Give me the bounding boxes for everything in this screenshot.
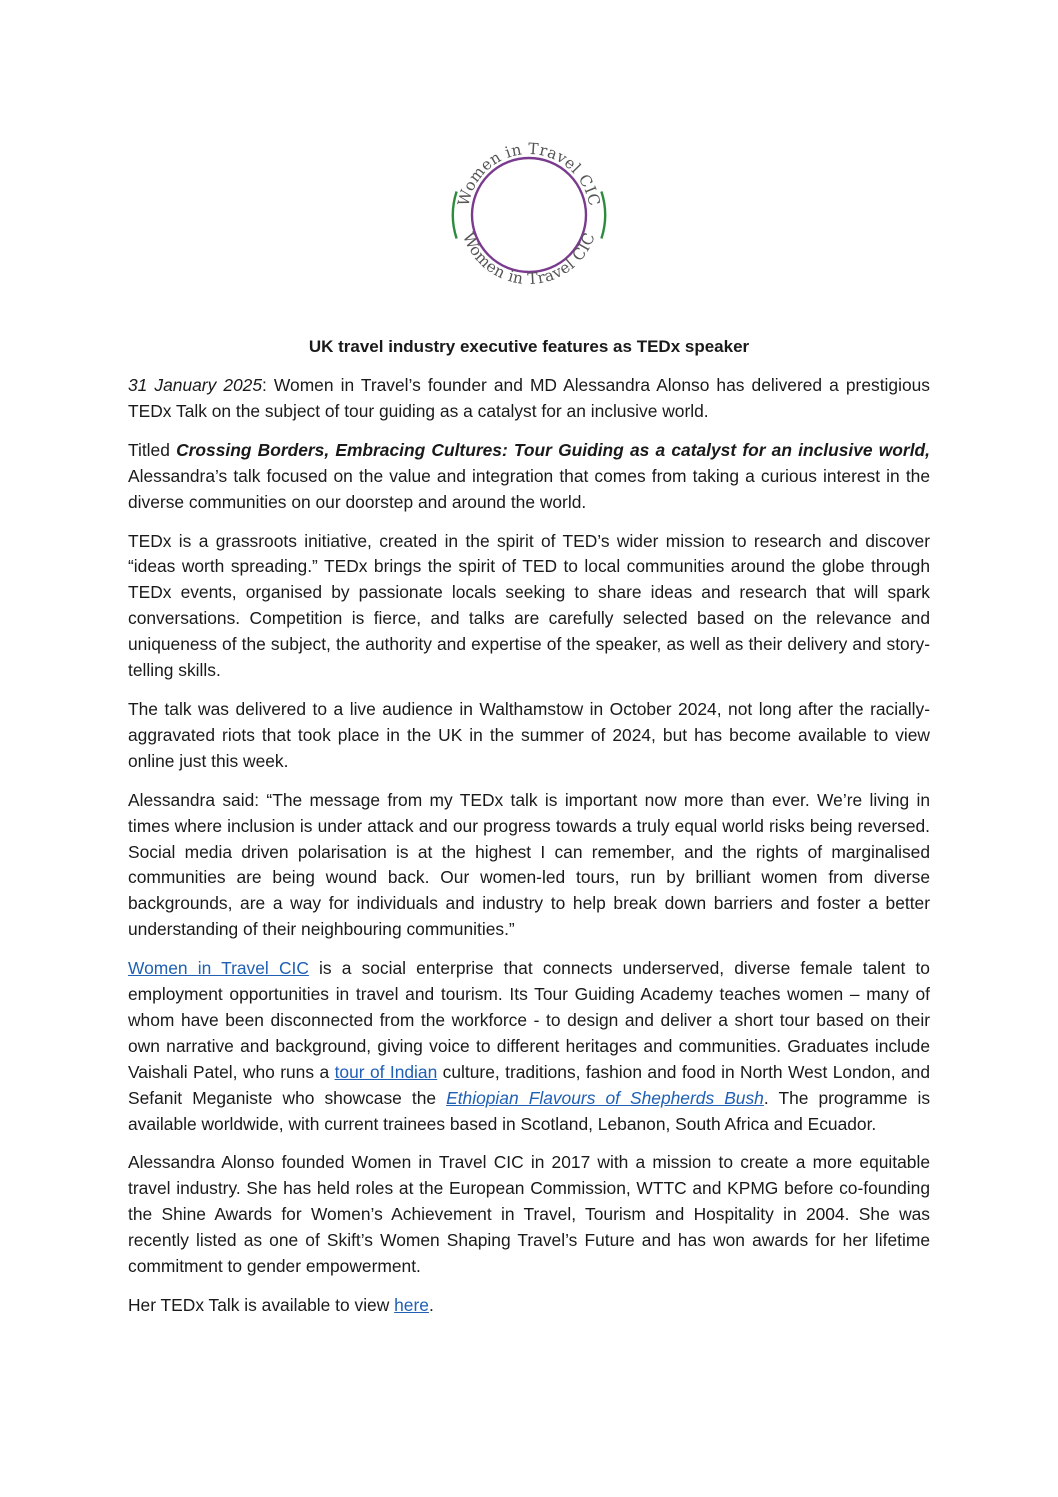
paragraph-walthamstow: The talk was delivered to a live audience in Walthamstow in October 2024, not long after the racially-aggravated riots that took place in the UK in the summer of 2024, but has become available to view online just this week. — [128, 698, 930, 771]
tour-of-indian-link[interactable]: tour of Indian — [334, 1061, 438, 1082]
about-cic-text-3: . The programme is available worldwide, with current trainees based in Scotland, Lebanon, South Africa and Ecuador. — [128, 1087, 931, 1134]
titled-lead: Titled — [128, 439, 177, 460]
talk-description: Alessandra’s talk focused on the value and integration that comes from taking a curious interest in the diverse communities on our doorstep and around the world. — [128, 465, 930, 512]
talk-title: Crossing Borders, Embracing Cultures: Tour Guiding as a catalyst for an inclusive world, — [176, 439, 930, 460]
women-in-travel-logo — [448, 134, 610, 296]
paragraph-quote: Alessandra said: “The message from my TEDx talk is important now more than ever. We’re living in times where inclusion is under attack and our progress towards a truly equal world risks being reversed. Social media driven polarisation is at the highest I can remember, and the rights of marginalised communities are being wound back. Our women-led tours, run by brilliant women from diverse backgrounds, are a way for individuals and industry to help break down barriers and foster a better understanding of their neighbouring communities.” — [128, 789, 930, 940]
paragraph-about-cic — [128, 956, 930, 1137]
release-date: 31 January 2025 — [128, 375, 263, 395]
women-in-travel-link[interactable]: Women in Travel CIC — [128, 958, 309, 979]
view-talk-end: . — [428, 1295, 434, 1315]
paragraph-founder: Alessandra Alonso founded Women in Travel CIC in 2017 with a mission to create a more equitable travel industry. She has held roles at the European Commission, WTTC and KPMG before co-founding the Shine Awards for Women’s Achievement in Travel, Tourism and Hospitality in 2004. She was recently listed as one of Skift’s Women Shaping Travel’s Future and has won awards for her lifetime commitment to gender empowerment. — [128, 1152, 930, 1277]
about-cic-text-1: is a social enterprise that connects underserved, diverse female talent to employment opportunities in travel and tourism. Its Tour Guiding Academy teaches women – many of whom have been disconnected from the workforce - to design and deliver a short tour based on their own narrative and background, giving voice to different heritages and communities. Graduates include Vaishali Patel, who runs a — [128, 958, 930, 1082]
article-body — [128, 373, 930, 1332]
paragraph-talk-title — [128, 438, 930, 516]
view-talk-text: Her TEDx Talk is available to view — [128, 1295, 395, 1315]
paragraph-intro — [128, 373, 930, 425]
logo-text-top: Women in Travel CIC — [454, 139, 604, 208]
headline: UK travel industry executive features as TEDx speaker — [308, 337, 750, 356]
paragraph-view-talk — [128, 1293, 930, 1319]
logo-text-bottom: Women in Travel CIC — [458, 229, 599, 289]
about-cic-text-2: culture, traditions, fashion and food in North West London, and Sefanit Meganiste who showcase the — [128, 1061, 930, 1108]
here-link[interactable]: here — [394, 1295, 429, 1315]
ethiopian-flavours-link[interactable]: Ethiopian Flavours of Shepherds Bush — [446, 1087, 764, 1108]
paragraph-tedx: TEDx is a grassroots initiative, created in the spirit of TED’s wider mission to research and discover “ideas worth spreading.” TEDx brings the spirit of TED to local communities around the globe through TEDx events, organised by passionate locals seeking to share ideas and research that will spark conversations. Competition is fierce, and talks are carefully selected based on the relevance and uniqueness of the subject, the authority and expertise of the speaker, as well as their delivery and story-telling skills. — [128, 530, 930, 681]
intro-text: : Women in Travel’s founder and MD Alessandra Alonso has delivered a prestigious TEDx Talk on the subject of tour guiding as a catalyst for an inclusive world. — [128, 375, 930, 421]
svg-text:Women in Travel CIC — [455, 140, 604, 208]
svg-text:Women in Travel CIC — [459, 230, 599, 288]
